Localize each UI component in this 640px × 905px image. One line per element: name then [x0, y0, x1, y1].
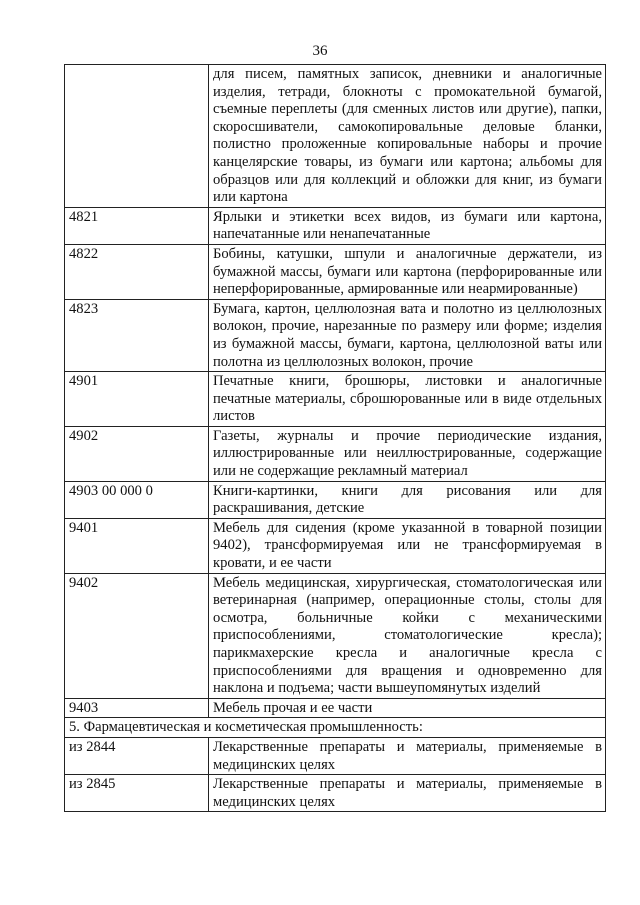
description-cell: Мебель для сидения (кроме указанной в товарной позиции 9402), трансформируемая или не трансформируемая в кровати, и ее части [209, 518, 606, 573]
description-cell: Печатные книги, брошюры, листовки и аналогичные печатные материалы, сброшюрованные или в виде отдельных листов [209, 372, 606, 427]
table-row [65, 244, 606, 299]
section-heading: 5. Фармацевтическая и косметическая промышленность: [65, 718, 606, 738]
code-cell: из 2844 [65, 737, 209, 774]
page-number: 36 [312, 43, 328, 59]
table-row [65, 737, 606, 774]
code-cell [65, 65, 209, 208]
code-cell: 4902 [65, 426, 209, 481]
description-cell: Бобины, катушки, шпули и аналогичные держатели, из бумажной массы, бумаги или картона (перфорированные или неперфорированные, армированные или неармированные) [209, 244, 606, 299]
section-row [65, 718, 606, 738]
description-cell: Газеты, журналы и прочие периодические издания, иллюстрированные или неиллюстрированные, содержащие или не содержащие рекламный материал [209, 426, 606, 481]
table-row [65, 372, 606, 427]
description-cell: Лекарственные препараты и материалы, применяемые в медицинских целях [209, 737, 606, 774]
code-cell: 4821 [65, 207, 209, 244]
description-cell: Мебель медицинская, хирургическая, стоматологическая или ветеринарная (например, операционные столы, столы для осмотра, больничные койки с механическими приспособлениями, стоматологические кресла); парикмахерские кресла и аналогичные кресла с приспособлениями для вращения и одновременно для наклона и подъема; части вышеупомянутых изделий [209, 573, 606, 698]
code-cell: 4901 [65, 372, 209, 427]
code-cell: 9402 [65, 573, 209, 698]
code-cell: 4823 [65, 299, 209, 371]
description-cell: Лекарственные препараты и материалы, применяемые в медицинских целях [209, 775, 606, 812]
description-cell: Книги-картинки, книги для рисования или для раскрашивания, детские [209, 481, 606, 518]
table-row [65, 65, 606, 208]
code-cell: из 2845 [65, 775, 209, 812]
commodity-codes-table [64, 64, 606, 812]
table-row [65, 299, 606, 371]
table-row [65, 481, 606, 518]
table-row [65, 518, 606, 573]
description-cell: для писем, памятных записок, дневники и аналогичные изделия, тетради, блокноты с промокательной бумагой, съемные переплеты (для сменных листов или другие), папки, скоросшиватели, самокопировальные деловые бланки, полистно проложенные копировальные наборы и прочие канцелярские товары, из бумаги или картона; альбомы для образцов или для коллекций и обложки для книг, из бумаги или картона [209, 65, 606, 208]
description-cell: Бумага, картон, целлюлозная вата и полотно из целлюлозных волокон, прочие, нарезанные по размеру или форме; изделия из бумажной массы, бумаги, картона, целлюлозной ваты или полотна из целлюлозных волокон, прочие [209, 299, 606, 371]
description-cell: Ярлыки и этикетки всех видов, из бумаги или картона, напечатанные или ненапечатанные [209, 207, 606, 244]
code-cell: 9403 [65, 698, 209, 718]
table-row [65, 775, 606, 812]
table-row [65, 426, 606, 481]
table-row [65, 207, 606, 244]
code-cell: 4822 [65, 244, 209, 299]
table-row [65, 573, 606, 698]
code-cell: 4903 00 000 0 [65, 481, 209, 518]
description-cell: Мебель прочая и ее части [209, 698, 606, 718]
code-cell: 9401 [65, 518, 209, 573]
table-row [65, 698, 606, 718]
